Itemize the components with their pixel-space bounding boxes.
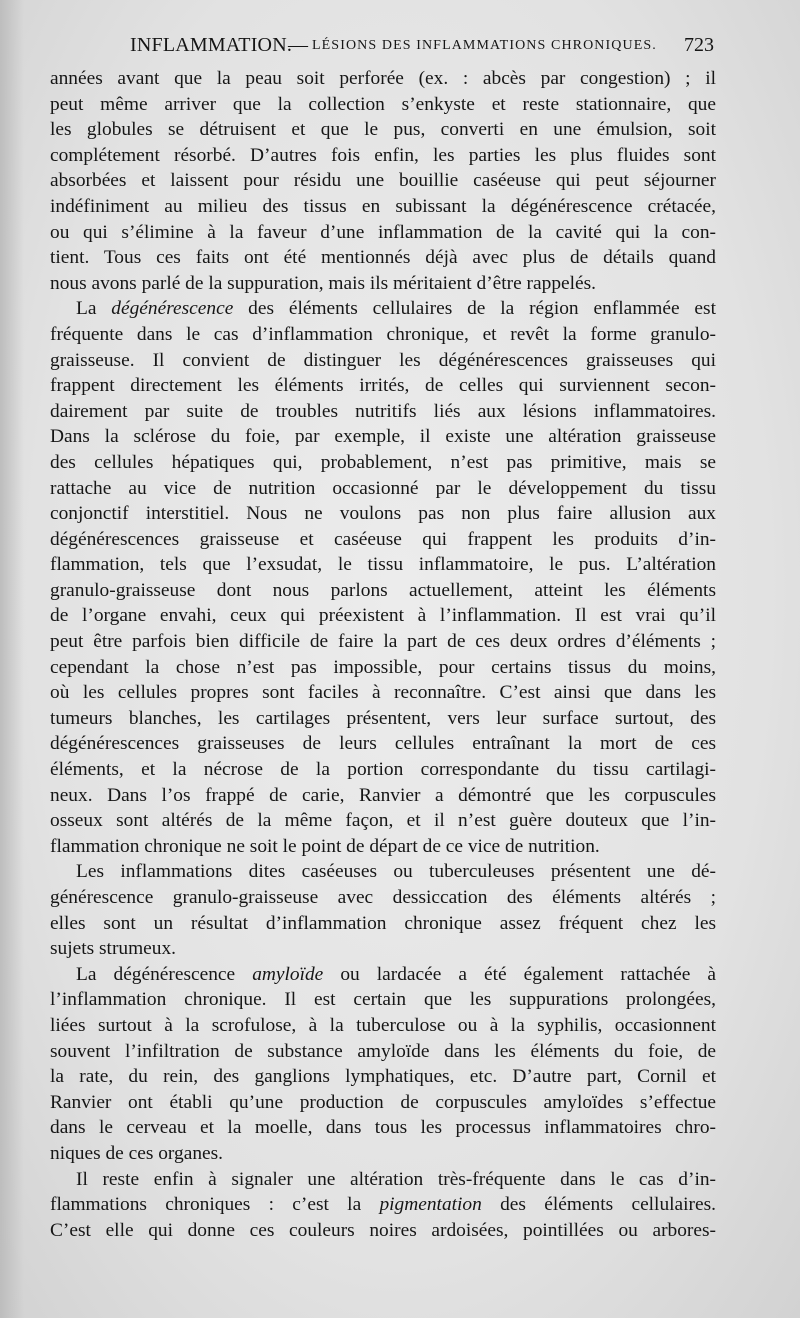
text-line: les globules se détruisent et que le pus, converti en une émulsion, soit: [50, 119, 716, 141]
text-line: dégénérescences graisseuse et caséeuse qui frappent les produits d’in-: [50, 528, 716, 550]
running-head-dash: —: [288, 34, 308, 56]
paragraph: [50, 962, 716, 1167]
text-line: sujets strumeux.: [50, 938, 177, 960]
text-line: fréquente dans le cas d’inflammation chronique, et revêt la forme granulo-: [50, 323, 716, 345]
text-line: graisseuse. Il convient de distinguer les dégénérescences graisseuses qui: [50, 349, 716, 371]
paragraph: [50, 66, 716, 296]
text-run: La: [76, 298, 97, 320]
text-line: éléments, et la nécrose de la portion correspondante du tissu cartilagi-: [50, 759, 716, 781]
text-line: [50, 1192, 716, 1218]
paragraph: [50, 296, 716, 859]
paragraph: [50, 859, 716, 961]
text-run: flammations chroniques : c’est la: [50, 1194, 362, 1216]
text-line: complétement résorbé. D’autres fois enfin, les parties les plus fluides sont: [50, 144, 716, 166]
text-line: dans le cerveau et la moelle, dans tous les processus inflammatoires chro-: [50, 1117, 716, 1139]
text-line: frappent directement les éléments irrités, de celles qui surviennent secon-: [50, 375, 716, 397]
text-line: cependant la chose n’est pas impossible, pour certains tissus du moins,: [50, 656, 716, 678]
text-line: la rate, du rein, des ganglions lymphatiques, etc. D’autre part, Cornil et: [50, 1066, 716, 1088]
text-run: des éléments cellulaires.: [500, 1194, 716, 1216]
text-line: absorbées et laissent pour résidu une bouillie caséeuse qui peut séjourner: [50, 170, 716, 192]
text-run: La dégénérescence: [76, 963, 236, 985]
text-line: dégénérescences graisseuses de leurs cellules entraînant la mort de ces: [50, 733, 716, 755]
text-line: nous avons parlé de la suppuration, mais ils méritaient d’être rappelés.: [50, 272, 597, 294]
text-run: des éléments cellulaires de la région enflammée est: [248, 298, 716, 320]
text-line: générescence granulo-graisseuse avec dessiccation des éléments altérés ;: [50, 887, 716, 908]
text-line: Il reste enfin à signaler une altération très-fréquente dans le cas d’in-: [76, 1168, 716, 1190]
running-head-title: INFLAMMATION.: [130, 34, 293, 56]
text-line: souvent l’infiltration de substance amyloïde dans les éléments du foie, de: [50, 1040, 716, 1062]
text-line: conjonctif interstitiel. Nous ne voulons pas non plus faire allusion aux: [50, 503, 716, 525]
text-line: flammation chronique ne soit le point de départ de ce vice de nutrition.: [50, 835, 600, 857]
italic-term: dégénérescence: [111, 298, 234, 320]
paragraph: [50, 1167, 716, 1244]
italic-term: amyloïde: [252, 963, 324, 985]
text-line: Ranvier ont établi qu’une production de corpuscules amyloïdes s’effectue: [50, 1091, 716, 1113]
text-line: Dans la sclérose du foie, par exemple, il existe une altération graisseuse: [50, 426, 716, 448]
page-number: 723: [684, 34, 714, 56]
text-line: rattache au vice de nutrition occasionné par le développement du tissu: [50, 477, 716, 499]
text-line: ou qui s’élimine à la faveur d’une inflammation de la cavité qui la con-: [50, 221, 716, 243]
text-line: granulo-graisseuse dont nous parlons actuellement, atteint les éléments: [50, 579, 716, 601]
text-line: niques de ces organes.: [50, 1142, 224, 1164]
running-head: [130, 34, 714, 60]
text-line: dairement par suite de troubles nutritifs liés aux lésions inflammatoires.: [50, 400, 716, 422]
text-line: neux. Dans l’os frappé de carie, Ranvier a démontré que les corpuscules: [50, 784, 716, 806]
spine-shadow: [0, 0, 24, 1318]
text-line: années avant que la peau soit perforée (ex. : abcès par congestion) ; il: [50, 68, 716, 89]
text-line: [50, 962, 716, 988]
text-line: C’est elle qui donne ces couleurs noires ardoisées, pointillées ou arbores-: [50, 1219, 716, 1241]
text-line: des cellules hépatiques qui, probablement, n’est pas primitive, mais se: [50, 451, 716, 473]
text-line: peut être parfois bien difficile de faire la part de ces deux ordres d’éléments ;: [50, 631, 716, 653]
running-head-subtitle: LÉSIONS DES INFLAMMATIONS CHRONIQUES.: [312, 38, 657, 53]
italic-term: pigmentation: [379, 1194, 482, 1216]
text-line: [50, 296, 716, 322]
text-line: tumeurs blanches, les cartilages présentent, vers leur surface surtout, des: [50, 707, 716, 729]
text-line: flammation, tels que l’exsudat, le tissu inflammatoire, le pus. L’altération: [50, 554, 716, 576]
text-run: ou lardacée a été également rattachée à: [340, 963, 716, 985]
text-line: de l’organe envahi, ceux qui préexistent à l’inflammation. Il est vrai qu’il: [50, 605, 716, 627]
text-line: osseux sont altérés de la même façon, et il n’est guère douteux que l’in-: [50, 810, 716, 832]
text-line: liées surtout à la scrofulose, à la tuberculose ou à la syphilis, occasionnent: [50, 1014, 716, 1036]
text-line: où les cellules propres sont faciles à reconnaître. C’est ainsi que dans les: [50, 682, 716, 704]
text-line: Les inflammations dites caséeuses ou tuberculeuses présentent une dé-: [76, 861, 716, 883]
text-line: tient. Tous ces faits ont été mentionnés déjà avec plus de détails quand: [50, 247, 716, 269]
text-line: peut même arriver que la collection s’enkyste et reste stationnaire, que: [50, 93, 716, 115]
body-text: [50, 66, 716, 1243]
text-line: indéfiniment au milieu des tissus en subissant la dégénérescence crétacée,: [50, 195, 716, 217]
text-line: elles sont un résultat d’inflammation chronique assez fréquent chez les: [50, 912, 716, 934]
text-line: l’inflammation chronique. Il est certain que les suppurations prolongées,: [50, 989, 716, 1011]
